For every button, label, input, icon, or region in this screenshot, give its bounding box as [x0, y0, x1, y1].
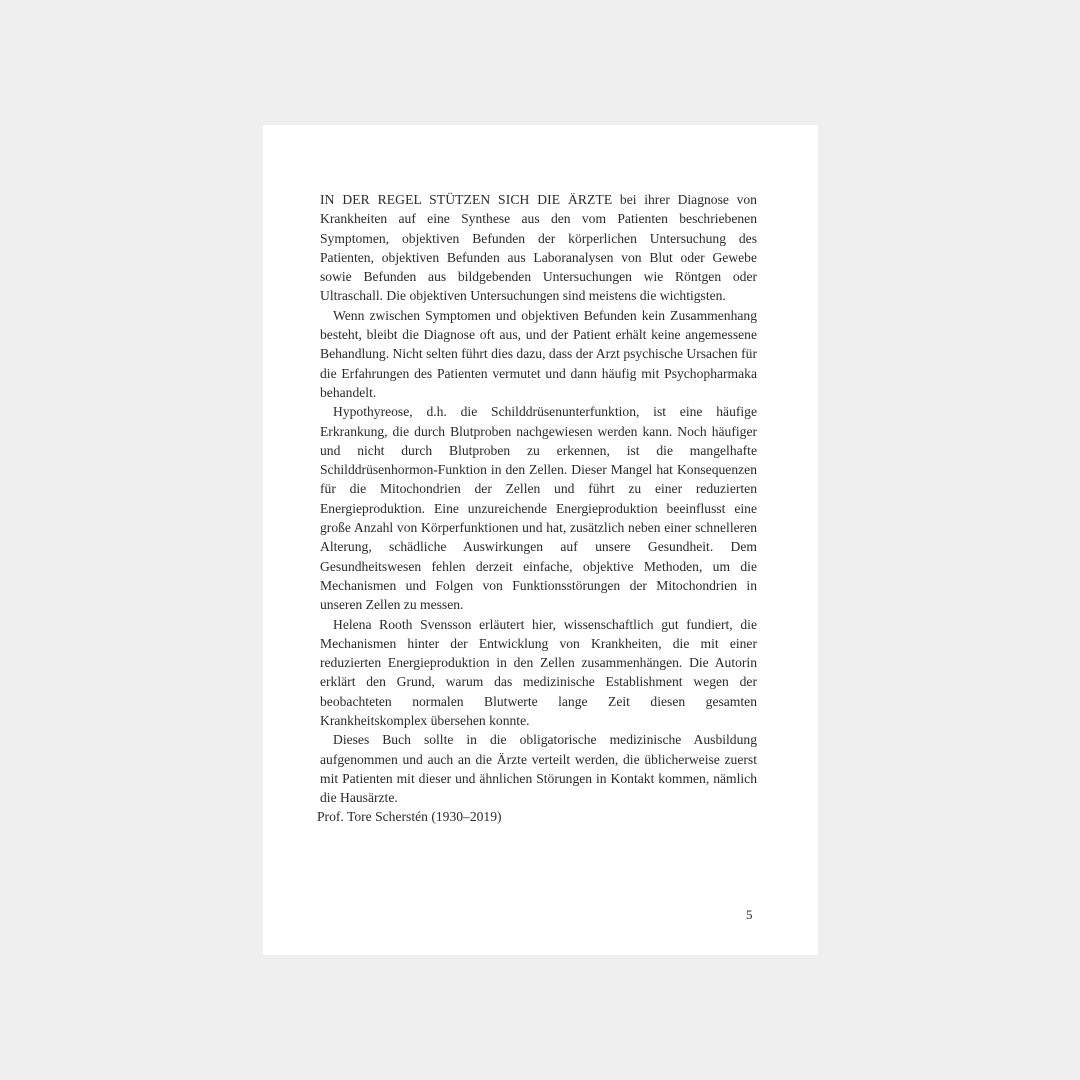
intro-caps: IN DER REGEL STÜTZEN SICH DIE ÄRZTE — [320, 192, 613, 207]
paragraph-1-text: bei ihrer Diagnose von Krankheiten auf eine Synthese aus den vom Patienten beschriebenen Symptomen, objektiven Befunden der körperlichen Untersuchung des Patienten, objektiven Befunden aus Laboranalysen von Blut oder Gewebe sowie Befunden aus bildgebenden Untersuchungen wie Röntgen oder Ultraschall. Die objektiven Untersuchungen sind meistens die wichtigsten. — [320, 192, 757, 304]
book-page — [263, 125, 818, 955]
paragraph-4: Helena Rooth Svensson erläutert hier, wissenschaftlich gut fundiert, die Mechanismen hinter der Entwicklung von Krankheiten, die mit einer reduzierten Energieproduktion in den Zellen zusammenhängen. Die Autorin erklärt den Grund, warum das medizinische Establishment wegen der beobachteten normalen Blutwerte lange Zeit diesen gesamten Krankheitskomplex übersehen konnte. — [320, 616, 757, 729]
page-number: 5 — [746, 907, 753, 922]
paragraph-2: Wenn zwischen Symptomen und objektiven Befunden kein Zusammenhang besteht, bleibt die Diagnose oft aus, und der Patient erhält keine angemessene Behandlung. Nicht selten führt dies dazu, dass der Arzt psychische Ursachen für die Erfahrungen des Patienten vermutet und dann häufig mit Psychopharmaka behandelt. — [320, 307, 757, 400]
author-signature: Prof. Tore Scherstén (1930–2019) — [317, 809, 502, 824]
body-text — [320, 190, 757, 808]
paragraph-1 — [320, 190, 757, 306]
paragraph-3: Hypothyreose, d.h. die Schilddrüsenunterfunktion, ist eine häufige Erkrankung, die durch Blutproben nachgewiesen werden kann. Noch häufiger und nicht durch Blutproben zu erkennen, ist die mangelhafte Schilddrüsenhormon-Funktion in den Zellen. Dieser Mangel hat Konsequenzen für die Mitochondrien der Zellen und führt zu einer reduzierten Energieproduktion. Eine unzureichende Energieproduktion beeinflusst eine große Anzahl von Körperfunktionen und hat, zusätzlich neben einer schnelleren Alterung, schädliche Auswirkungen auf unsere Gesundheit. Dem Gesundheitswesen fehlen derzeit einfache, objektive Methoden, um die Mechanismen und Folgen von Funktionsstörungen der Mitochondrien in unseren Zellen zu messen. — [320, 404, 757, 613]
paragraph-5: Dieses Buch sollte in die obligatorische medizinische Ausbildung aufgenommen und auch an die Ärzte verteilt werden, die üblicherweise zuerst mit Patienten mit dieser und ähnlichen Störungen in Kontakt kommen, nämlich die Hausärzte. — [320, 732, 757, 806]
